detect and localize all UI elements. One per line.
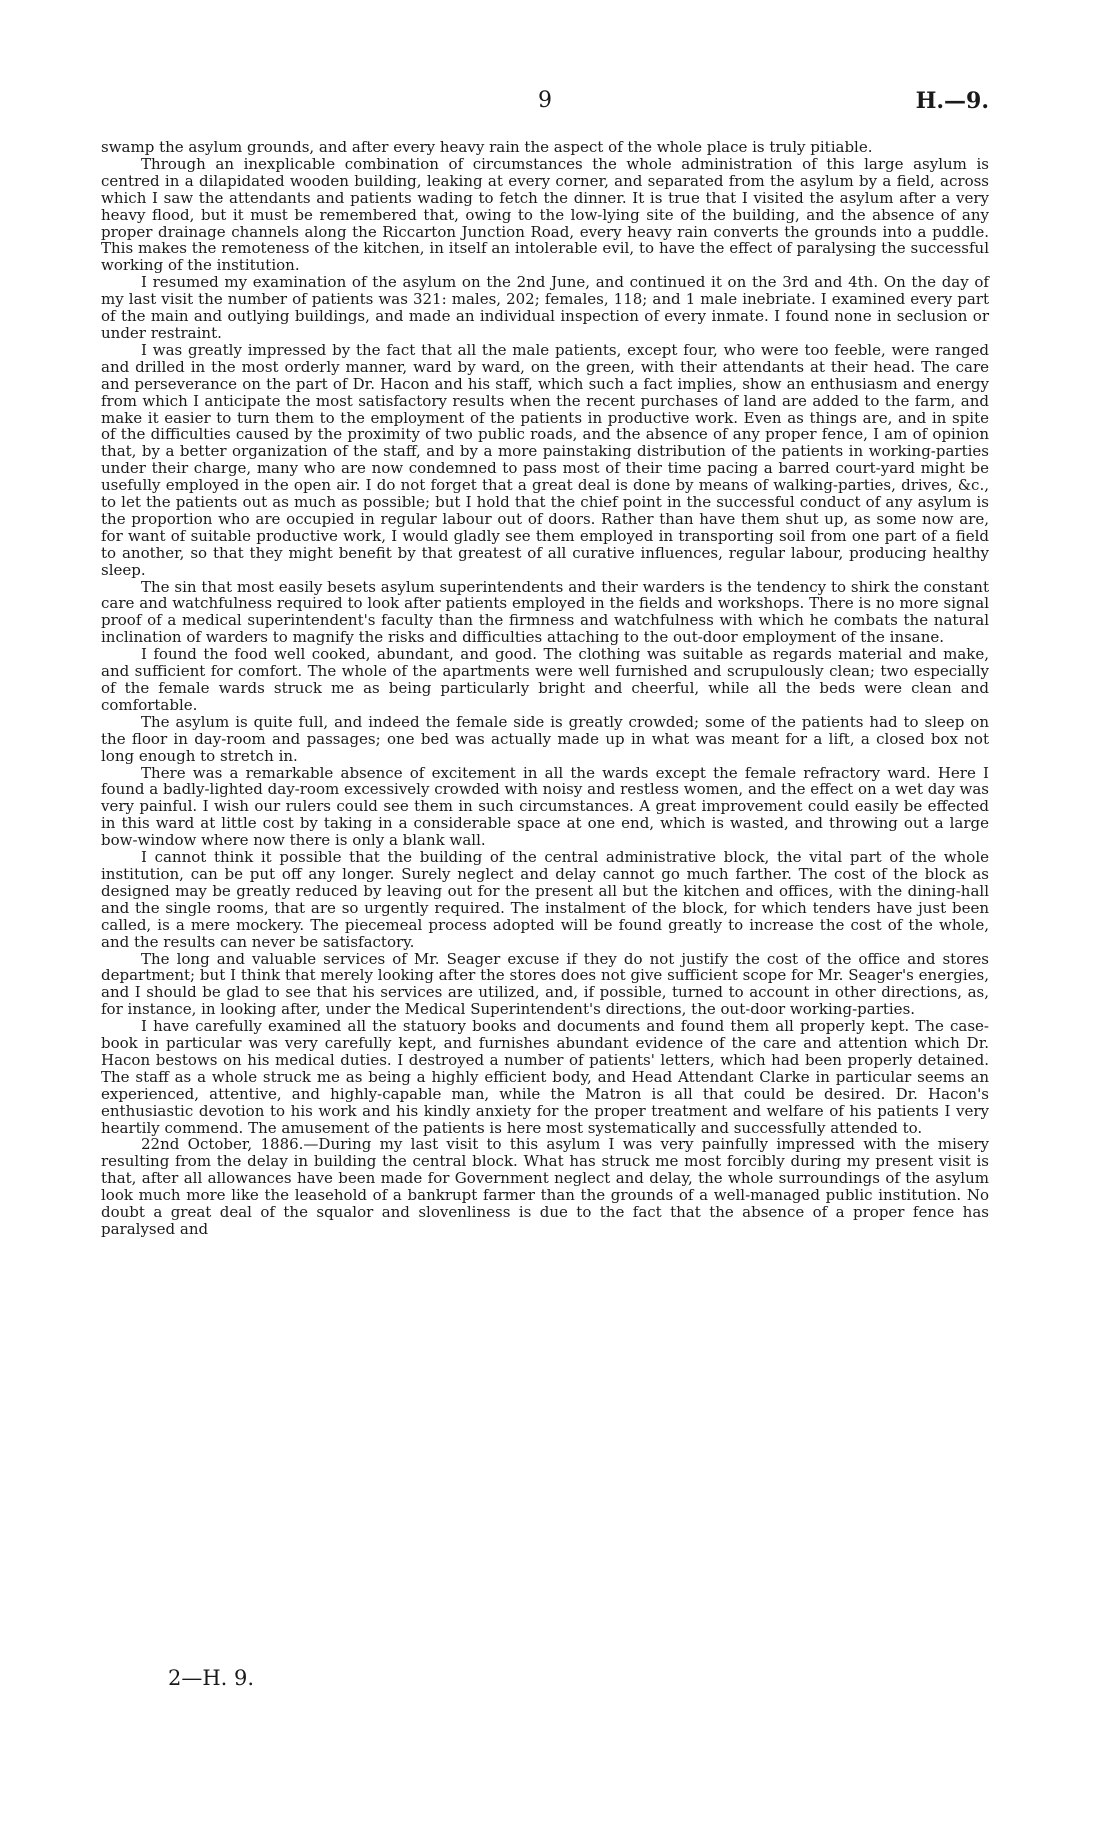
signature-mark: 2—H. 9. xyxy=(168,1666,255,1690)
page-number: 9 xyxy=(538,88,552,113)
paragraph: I have carefully examined all the statuory books and documents and found them all properly kept. The case-book in particular was very carefully kept, and furnishes abundant evidence of the care and attention which Dr. Hacon bestows on his medical duties. I destroyed a number of patients' letters, which had been properly detained. The staff as a whole struck me as being a highly efficient body, and Head Attendant Clarke in particular seems an experienced, attentive, and highly-capable man, while the Matron is all that could be desired. Dr. Hacon's enthusiastic devotion to his work and his kindly anxiety for the proper treatment and welfare of his patients I very heartily commend. The amusement of the patients is here most systematically and successfully attended to. xyxy=(101,1017,989,1137)
document-reference: H.—9. xyxy=(915,88,989,114)
paragraph: The long and valuable services of Mr. Seager excuse if they do not justify the cost of the office and stores department; but I think that merely looking after the stores does not give sufficient scope for Mr. Seager's energies, and I should be glad to see that his services are utilized, and, if possible, turned to account in other directions, as, for instance, in looking after, under the Medical Superintendent's directions, the out-door working-parties. xyxy=(101,949,989,1019)
paragraph: I found the food well cooked, abundant, and good. The clothing was suitable as regards material and make, and sufficient for comfort. The whole of the apartments were well furnished and scrupulously clean; two especially of the female wards struck me as being particularly bright and cheerful, while all the beds were clean and comfortable. xyxy=(101,645,989,714)
paragraph: I cannot think it possible that the building of the central administrative block, the vital part of the whole institution, can be put off any longer. Surely neglect and delay cannot go much farther. The cost of the block as designed may be greatly reduced by leaving out for the present all but the kitchen and offices, with the dining-hall and the single rooms, that are so urgently required. The instalment of the block, for which tenders have just been called, is a mere mockery. The piecemeal process adopted will be found greatly to increase the cost of the whole, and the results can never be satisfactory. xyxy=(101,848,989,951)
paragraph: The asylum is quite full, and indeed the female side is greatly crowded; some of the patients had to sleep on the floor in day-room and passages; one bed was actually made up in what was meant for a lift, a closed box not long enough to stretch in. xyxy=(101,712,989,765)
paragraph: 22nd October, 1886.—During my last visit to this asylum I was very painfully impressed with the misery resulting from the delay in building the central block. What has struck me most forcibly during my present visit is that, after all allowances have been made for Government neglect and delay, the whole surroundings of the asylum look much more like the leasehold of a bankrupt farmer than the grounds of a well-managed public institution. No doubt a great deal of the squalor and slovenliness is due to the fact that the absence of a proper fence has paralysed and xyxy=(101,1135,989,1238)
paragraph: Through an inexplicable combination of circumstances the whole administration of this large asylum is centred in a dilapidated wooden building, leaking at every corner, and separated from the asylum by a field, across which I saw the attendants and patients wading to fetch the dinner. It is true that I visited the asylum after a very heavy flood, but it must be remembered that, owing to the low-lying site of the building, and the absence of any proper drainage channels along the Riccarton Junction Road, every heavy rain converts the grounds into a puddle. This makes the remoteness of the kitchen, in itself an intolerable evil, to have the effect of paralysing the successful working of the institution. xyxy=(101,154,989,275)
paragraph: swamp the asylum grounds, and after every heavy rain the aspect of the whole place is truly pitiable. xyxy=(101,138,873,156)
paragraph: There was a remarkable absence of excitement in all the wards except the female refractory ward. Here I found a badly-lighted day-room excessively crowded with noisy and restless women, and the effect on a wet day was very painful. I wish our rulers could see them in such circumstances. A great improvement could easily be effected in this ward at little cost by taking in a considerable space at one end, which is wasted, and throwing out a large bow-window where now there is only a blank wall. xyxy=(101,763,989,850)
paragraph: I resumed my examination of the asylum on the 2nd June, and continued it on the 3rd and 4th. On the day of my last visit the number of patients was 321: males, 202; females, 118; and 1 male inebriate. I examined every part of the main and outlying buildings, and made an individual inspection of every inmate. I found none in seclusion or under restraint. xyxy=(101,273,989,342)
paragraph: I was greatly impressed by the fact that all the male patients, except four, who were too feeble, were ranged and drilled in the most orderly manner, ward by ward, on the green, with their attendants at their head. The care and perseverance on the part of Dr. Hacon and his staff, which such a fact implies, show an enthusiasm and energy from which I anticipate the most satisfactory results when the recent purchases of land are added to the farm, and make it easier to turn them to the employment of the patients in productive work. Even as things are, and in spite of the difficulties caused by the proximity of two public roads, and the absence of any proper fence, I am of opinion that, by a better organization of the staff, and by a more painstaking distribution of the patients in working-parties under their charge, many who are now condemned to pass most of their time pacing a barred court-yard might be usefully employed in the open air. I do not forget that a great deal is done by means of walking-parties, drives, &c., to let the patients out as much as possible; but I hold that the chief point in the successful conduct of any asylum is the proportion who are occupied in regular labour out of doors. Rather than have them shut up, as some now are, for want of suitable productive work, I would gladly see them employed in transporting soil from one part of a field to another, so that they might benefit by that greatest of all curative influences, regular labour, producing healthy sleep. xyxy=(101,340,989,579)
paragraph: The sin that most easily besets asylum superintendents and their warders is the tendency to shirk the constant care and watchfulness required to look after patients employed in the fields and workshops. There is no more signal proof of a medical superintendent's faculty than the firmness and watchfulness with which he combats the natural inclination of warders to magnify the risks and difficulties attaching to the out-door employment of the insane. xyxy=(101,577,989,647)
body-text xyxy=(101,139,989,1238)
page-header xyxy=(101,88,989,118)
